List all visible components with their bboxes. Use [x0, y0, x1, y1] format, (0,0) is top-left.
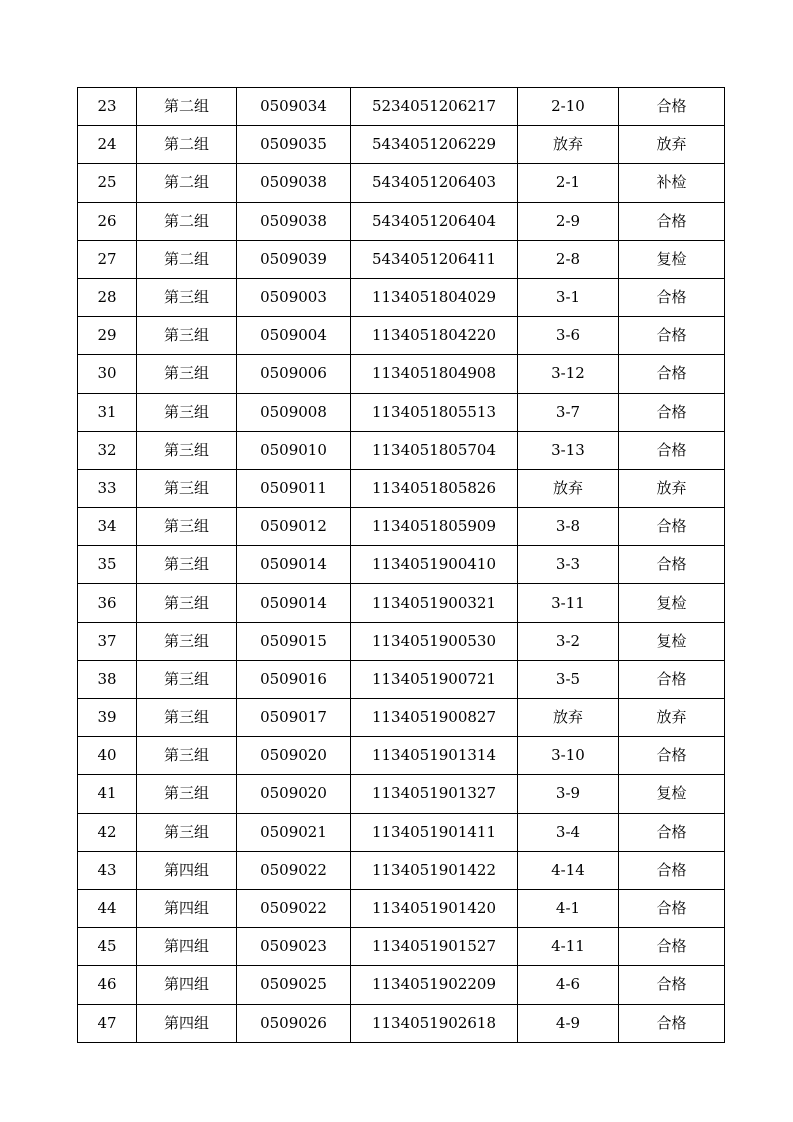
- table-row: [78, 469, 725, 507]
- table-row: [78, 164, 725, 202]
- result-cell: 合格: [619, 546, 725, 584]
- results-table: [77, 87, 725, 1043]
- result-cell: 合格: [619, 355, 725, 393]
- group-cell: 第三组: [137, 699, 237, 737]
- code-cell: 0509025: [237, 966, 351, 1004]
- seat-cell: 3-7: [518, 393, 619, 431]
- table-row: [78, 889, 725, 927]
- seat-cell: 2-1: [518, 164, 619, 202]
- code-cell: 0509020: [237, 775, 351, 813]
- code-cell: 0509039: [237, 240, 351, 278]
- seat-cell: 3-2: [518, 622, 619, 660]
- table-row: [78, 699, 725, 737]
- seat-cell: 4-6: [518, 966, 619, 1004]
- id-number-cell: 1134051804908: [351, 355, 518, 393]
- id-number-cell: 1134051901314: [351, 737, 518, 775]
- result-cell: 复检: [619, 584, 725, 622]
- code-cell: 0509038: [237, 202, 351, 240]
- id-number-cell: 1134051805704: [351, 431, 518, 469]
- result-cell: 合格: [619, 317, 725, 355]
- group-cell: 第三组: [137, 431, 237, 469]
- id-number-cell: 1134051901422: [351, 851, 518, 889]
- seq-cell: 33: [78, 469, 137, 507]
- seq-cell: 32: [78, 431, 137, 469]
- result-cell: 放弃: [619, 699, 725, 737]
- seat-cell: 4-11: [518, 928, 619, 966]
- seat-cell: 放弃: [518, 126, 619, 164]
- seq-cell: 46: [78, 966, 137, 1004]
- code-cell: 0509011: [237, 469, 351, 507]
- seq-cell: 29: [78, 317, 137, 355]
- id-number-cell: 1134051900530: [351, 622, 518, 660]
- group-cell: 第二组: [137, 88, 237, 126]
- id-number-cell: 5234051206217: [351, 88, 518, 126]
- seq-cell: 30: [78, 355, 137, 393]
- code-cell: 0509022: [237, 889, 351, 927]
- results-table-body: [78, 88, 725, 1043]
- group-cell: 第四组: [137, 1004, 237, 1042]
- id-number-cell: 1134051805826: [351, 469, 518, 507]
- result-cell: 合格: [619, 431, 725, 469]
- group-cell: 第四组: [137, 889, 237, 927]
- seat-cell: 3-3: [518, 546, 619, 584]
- seat-cell: 2-9: [518, 202, 619, 240]
- result-cell: 复检: [619, 240, 725, 278]
- group-cell: 第三组: [137, 393, 237, 431]
- id-number-cell: 1134051901411: [351, 813, 518, 851]
- code-cell: 0509017: [237, 699, 351, 737]
- seq-cell: 25: [78, 164, 137, 202]
- group-cell: 第三组: [137, 813, 237, 851]
- id-number-cell: 1134051901420: [351, 889, 518, 927]
- id-number-cell: 1134051900321: [351, 584, 518, 622]
- seq-cell: 27: [78, 240, 137, 278]
- code-cell: 0509014: [237, 546, 351, 584]
- table-row: [78, 240, 725, 278]
- code-cell: 0509004: [237, 317, 351, 355]
- seat-cell: 4-9: [518, 1004, 619, 1042]
- table-row: [78, 317, 725, 355]
- table-row: [78, 431, 725, 469]
- seq-cell: 44: [78, 889, 137, 927]
- seq-cell: 26: [78, 202, 137, 240]
- seat-cell: 3-10: [518, 737, 619, 775]
- result-cell: 复检: [619, 775, 725, 813]
- result-cell: 放弃: [619, 469, 725, 507]
- table-row: [78, 660, 725, 698]
- code-cell: 0509015: [237, 622, 351, 660]
- group-cell: 第三组: [137, 469, 237, 507]
- result-cell: 合格: [619, 508, 725, 546]
- table-row: [78, 202, 725, 240]
- seq-cell: 23: [78, 88, 137, 126]
- result-cell: 补检: [619, 164, 725, 202]
- id-number-cell: 1134051900827: [351, 699, 518, 737]
- table-row: [78, 393, 725, 431]
- table-row: [78, 737, 725, 775]
- result-cell: 合格: [619, 813, 725, 851]
- group-cell: 第三组: [137, 355, 237, 393]
- group-cell: 第四组: [137, 966, 237, 1004]
- table-row: [78, 966, 725, 1004]
- group-cell: 第三组: [137, 508, 237, 546]
- code-cell: 0509026: [237, 1004, 351, 1042]
- group-cell: 第四组: [137, 928, 237, 966]
- table-row: [78, 813, 725, 851]
- id-number-cell: 1134051900410: [351, 546, 518, 584]
- seat-cell: 3-4: [518, 813, 619, 851]
- group-cell: 第三组: [137, 584, 237, 622]
- table-row: [78, 546, 725, 584]
- table-row: [78, 775, 725, 813]
- result-cell: 合格: [619, 966, 725, 1004]
- seq-cell: 47: [78, 1004, 137, 1042]
- group-cell: 第三组: [137, 737, 237, 775]
- table-row: [78, 622, 725, 660]
- group-cell: 第二组: [137, 202, 237, 240]
- code-cell: 0509006: [237, 355, 351, 393]
- seq-cell: 34: [78, 508, 137, 546]
- result-cell: 合格: [619, 851, 725, 889]
- id-number-cell: 1134051805513: [351, 393, 518, 431]
- id-number-cell: 1134051901527: [351, 928, 518, 966]
- id-number-cell: 5434051206403: [351, 164, 518, 202]
- code-cell: 0509008: [237, 393, 351, 431]
- table-row: [78, 851, 725, 889]
- table-row: [78, 88, 725, 126]
- id-number-cell: 5434051206404: [351, 202, 518, 240]
- seat-cell: 4-14: [518, 851, 619, 889]
- result-cell: 合格: [619, 202, 725, 240]
- result-cell: 合格: [619, 660, 725, 698]
- code-cell: 0509010: [237, 431, 351, 469]
- seq-cell: 42: [78, 813, 137, 851]
- seat-cell: 放弃: [518, 699, 619, 737]
- seq-cell: 38: [78, 660, 137, 698]
- seat-cell: 4-1: [518, 889, 619, 927]
- group-cell: 第二组: [137, 164, 237, 202]
- seq-cell: 36: [78, 584, 137, 622]
- seat-cell: 3-11: [518, 584, 619, 622]
- seat-cell: 放弃: [518, 469, 619, 507]
- code-cell: 0509014: [237, 584, 351, 622]
- result-cell: 合格: [619, 889, 725, 927]
- code-cell: 0509038: [237, 164, 351, 202]
- group-cell: 第三组: [137, 622, 237, 660]
- seq-cell: 31: [78, 393, 137, 431]
- code-cell: 0509023: [237, 928, 351, 966]
- seq-cell: 45: [78, 928, 137, 966]
- seat-cell: 2-8: [518, 240, 619, 278]
- id-number-cell: 1134051804220: [351, 317, 518, 355]
- code-cell: 0509034: [237, 88, 351, 126]
- group-cell: 第三组: [137, 775, 237, 813]
- code-cell: 0509012: [237, 508, 351, 546]
- result-cell: 复检: [619, 622, 725, 660]
- seq-cell: 41: [78, 775, 137, 813]
- group-cell: 第三组: [137, 278, 237, 316]
- code-cell: 0509022: [237, 851, 351, 889]
- table-row: [78, 928, 725, 966]
- seq-cell: 39: [78, 699, 137, 737]
- seat-cell: 3-5: [518, 660, 619, 698]
- result-cell: 合格: [619, 928, 725, 966]
- result-cell: 放弃: [619, 126, 725, 164]
- table-row: [78, 278, 725, 316]
- table-row: [78, 508, 725, 546]
- group-cell: 第二组: [137, 240, 237, 278]
- seq-cell: 24: [78, 126, 137, 164]
- id-number-cell: 1134051902618: [351, 1004, 518, 1042]
- result-cell: 合格: [619, 88, 725, 126]
- code-cell: 0509021: [237, 813, 351, 851]
- result-cell: 合格: [619, 393, 725, 431]
- result-cell: 合格: [619, 737, 725, 775]
- seat-cell: 3-8: [518, 508, 619, 546]
- seat-cell: 2-10: [518, 88, 619, 126]
- id-number-cell: 1134051804029: [351, 278, 518, 316]
- group-cell: 第三组: [137, 660, 237, 698]
- code-cell: 0509020: [237, 737, 351, 775]
- code-cell: 0509035: [237, 126, 351, 164]
- id-number-cell: 1134051902209: [351, 966, 518, 1004]
- seq-cell: 35: [78, 546, 137, 584]
- table-row: [78, 126, 725, 164]
- id-number-cell: 1134051901327: [351, 775, 518, 813]
- group-cell: 第二组: [137, 126, 237, 164]
- seat-cell: 3-1: [518, 278, 619, 316]
- table-row: [78, 355, 725, 393]
- seq-cell: 43: [78, 851, 137, 889]
- group-cell: 第三组: [137, 546, 237, 584]
- id-number-cell: 1134051805909: [351, 508, 518, 546]
- seat-cell: 3-6: [518, 317, 619, 355]
- id-number-cell: 5434051206229: [351, 126, 518, 164]
- table-row: [78, 584, 725, 622]
- code-cell: 0509016: [237, 660, 351, 698]
- seat-cell: 3-13: [518, 431, 619, 469]
- seq-cell: 40: [78, 737, 137, 775]
- id-number-cell: 1134051900721: [351, 660, 518, 698]
- seat-cell: 3-9: [518, 775, 619, 813]
- group-cell: 第三组: [137, 317, 237, 355]
- seq-cell: 37: [78, 622, 137, 660]
- seat-cell: 3-12: [518, 355, 619, 393]
- group-cell: 第四组: [137, 851, 237, 889]
- result-cell: 合格: [619, 278, 725, 316]
- seq-cell: 28: [78, 278, 137, 316]
- code-cell: 0509003: [237, 278, 351, 316]
- table-row: [78, 1004, 725, 1042]
- id-number-cell: 5434051206411: [351, 240, 518, 278]
- result-cell: 合格: [619, 1004, 725, 1042]
